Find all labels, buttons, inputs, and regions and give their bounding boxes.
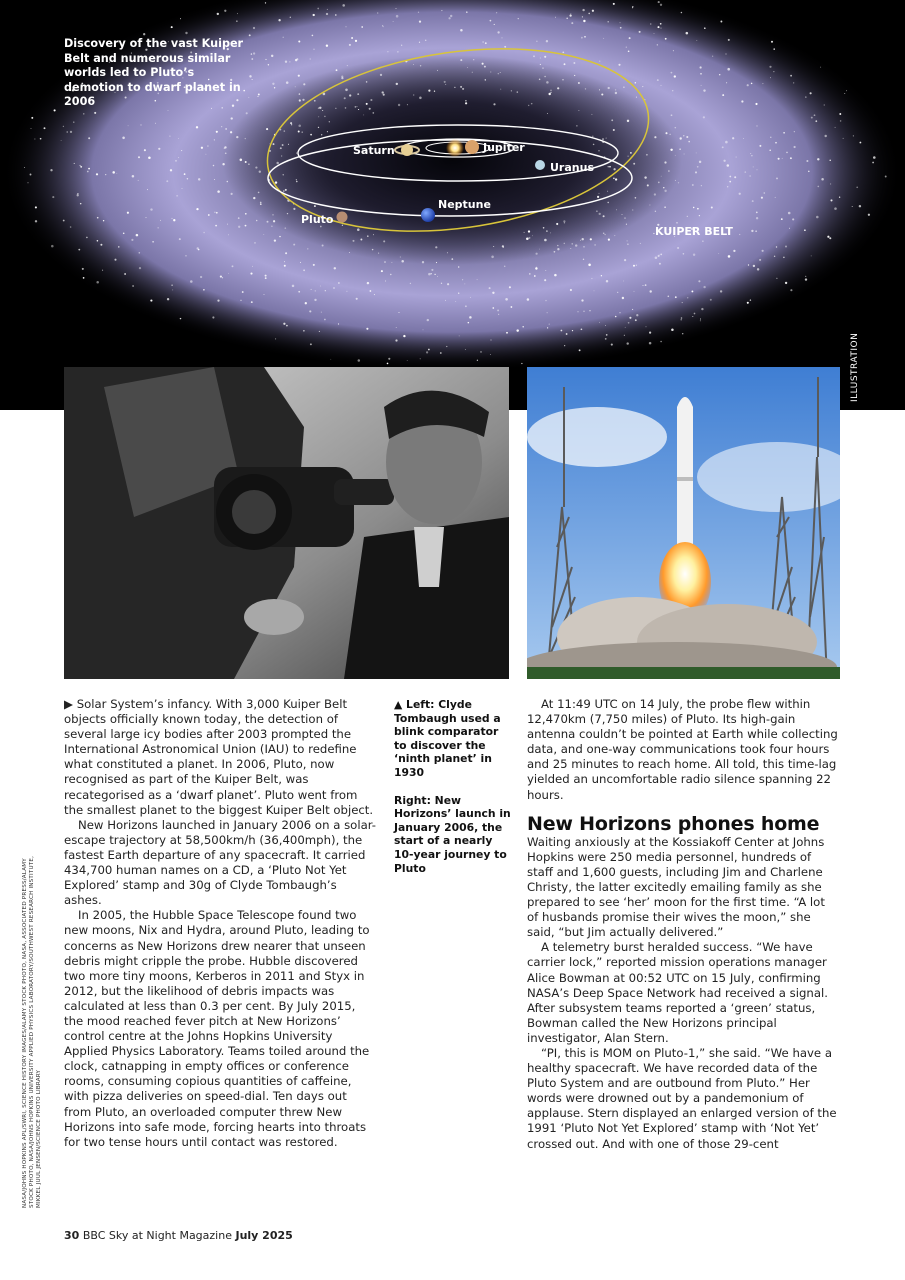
issue-date: July 2025 [235, 1229, 293, 1242]
kuiper-belt-label: KUIPER BELT [655, 225, 733, 238]
neptune-label: Neptune [438, 198, 491, 211]
uranus-label: Uranus [550, 161, 594, 174]
photo-credits: NASA/JOHNS HOPKINS APL/SWRI, SCIENCE HISTORY IMAGES/ALAMY STOCK PHOTO, NASA, ASSOCIATED PRESS/ALAMY STOCK PHOTO, NASA/JOHNS HOPKINS UNIVERSITY APPLIED PHYSICS LABORATORY/SOUTHWEST RESEARCH INSTITUTE, MIKKEL JUUL JENSEN/SCIENCE PHOTO LIBRARY [22, 855, 43, 1208]
tombaugh-photo [64, 367, 509, 679]
jupiter-planet [465, 140, 479, 154]
left-photo-caption: ▲ Left: Clyde Tombaugh used a blink comparator to discover the ‘ninth planet’ in 1930 [394, 698, 501, 779]
right-paragraph-3: A telemetry burst heralded success. “We have carrier lock,” reported mission operations manager Alice Bowman at 00:52 UTC on 15 July, confirming NASA’s Deep Space Network had received a signal. After subsystem teams reported a ‘green’ status, Bowman called the New Horizons principal investigator, Alan Stern. [527, 940, 828, 1045]
jupiter-label: Jupiter [483, 141, 525, 154]
left-paragraph-3: In 2005, the Hubble Space Telescope found two new moons, Nix and Hydra, around Pluto, leading to concerns as New Horizons drew nearer that unseen debris might cripple the probe. Hubble discovered two more tiny moons, Kerberos in 2011 and Styx in 2012, but the likelihood of debris impacts was calculated at less than 0.3 per cent. By July 2015, the mood reached fever pitch at New Horizons’ control centre at the Johns Hopkins University Applied Physics Laboratory. Teams toiled around the clock, catnapping in empty offices or conference rooms, consuming copious quantities of caffeine, with pizza deliveries on speed-dial. Ten days out from Pluto, an overloaded computer threw New Horizons into safe mode, forcing hearts into throats for two tense hours until contact was restored. [64, 908, 370, 1149]
photo-captions [394, 698, 512, 889]
pluto-planet [337, 212, 348, 223]
right-paragraph-4: “PI, this is MOM on Pluto-1,” she said. “We have a healthy spacecraft. We have recorded data of the Pluto System and are outbound from Pluto.” Her words were drowned out by a pandemonium of applause. Stern displayed an enlarged version of the 1991 ‘Pluto Not Yet Explored’ stamp with ‘Not Yet’ crossed out. And with one of those 29-cent [527, 1045, 837, 1151]
pluto-label: Pluto [301, 213, 334, 226]
magazine-name: BBC Sky at Night Magazine [82, 1229, 232, 1242]
right-paragraph-1: At 11:49 UTC on 14 July, the probe flew within 12,470km (7,750 miles) of Pluto. Its high-gain antenna couldn’t be pointed at Earth while collecting data, and one-way communications took four hours and 25 minutes to reach home. All told, this time-lag yielded an uncomfortable radio silence spanning 22 hours. [527, 697, 838, 802]
neptune-planet [421, 208, 435, 222]
left-column [64, 697, 376, 1150]
page-footer [64, 1229, 293, 1242]
hero-caption: Discovery of the vast Kuiper Belt and numerous similar worlds led to Pluto’s demotion to dwarf planet in 2006 [64, 37, 244, 108]
illustration-tag: ILLUSTRATION [850, 332, 860, 402]
sun [446, 139, 464, 157]
right-paragraph-2: Waiting anxiously at the Kossiakoff Center at Johns Hopkins were 250 media personnel, hundreds of staff and 1,600 guests, including Jim and Charlene Christy, the latter excitedly emailing family as she prepared to see ‘her’ moon for the first time. “A lot of husbands promise their wives the moon,” she said, “but Jim actually delivered.” [527, 834, 825, 940]
right-photo-caption: Right: New Horizons’ launch in January 2006, the start of a nearly 10-year journey to Pluto [394, 793, 511, 875]
page-number: 30 [64, 1229, 80, 1242]
right-column [527, 697, 839, 1152]
section-heading: New Horizons phones home [527, 812, 820, 835]
left-paragraph-2: New Horizons launched in January 2006 on a solar-escape trajectory at 58,500km/h (36,400mph), the fastest Earth departure of any spacecraft. It carried 434,700 human names on a CD, a ‘Pluto Not Yet Explored’ stamp and 30g of Clyde Tombaugh’s ashes. [64, 817, 377, 908]
kuiper-belt-illustration [0, 0, 905, 410]
uranus-planet [535, 160, 545, 170]
saturn-label: Saturn [353, 144, 395, 157]
launch-photo [527, 367, 840, 679]
left-paragraph-1: ▶ Solar System’s infancy. With 3,000 Kuiper Belt objects officially known today, the detection of several large icy bodies after 2003 prompted the International Astronomical Union (IAU) to redefine what constituted a planet. In 2006, Pluto, now recognised as part of the Kuiper Belt, was recategorised as a ‘dwarf planet’. Pluto went from the smallest planet to the biggest Kuiper Belt object. [64, 697, 374, 817]
